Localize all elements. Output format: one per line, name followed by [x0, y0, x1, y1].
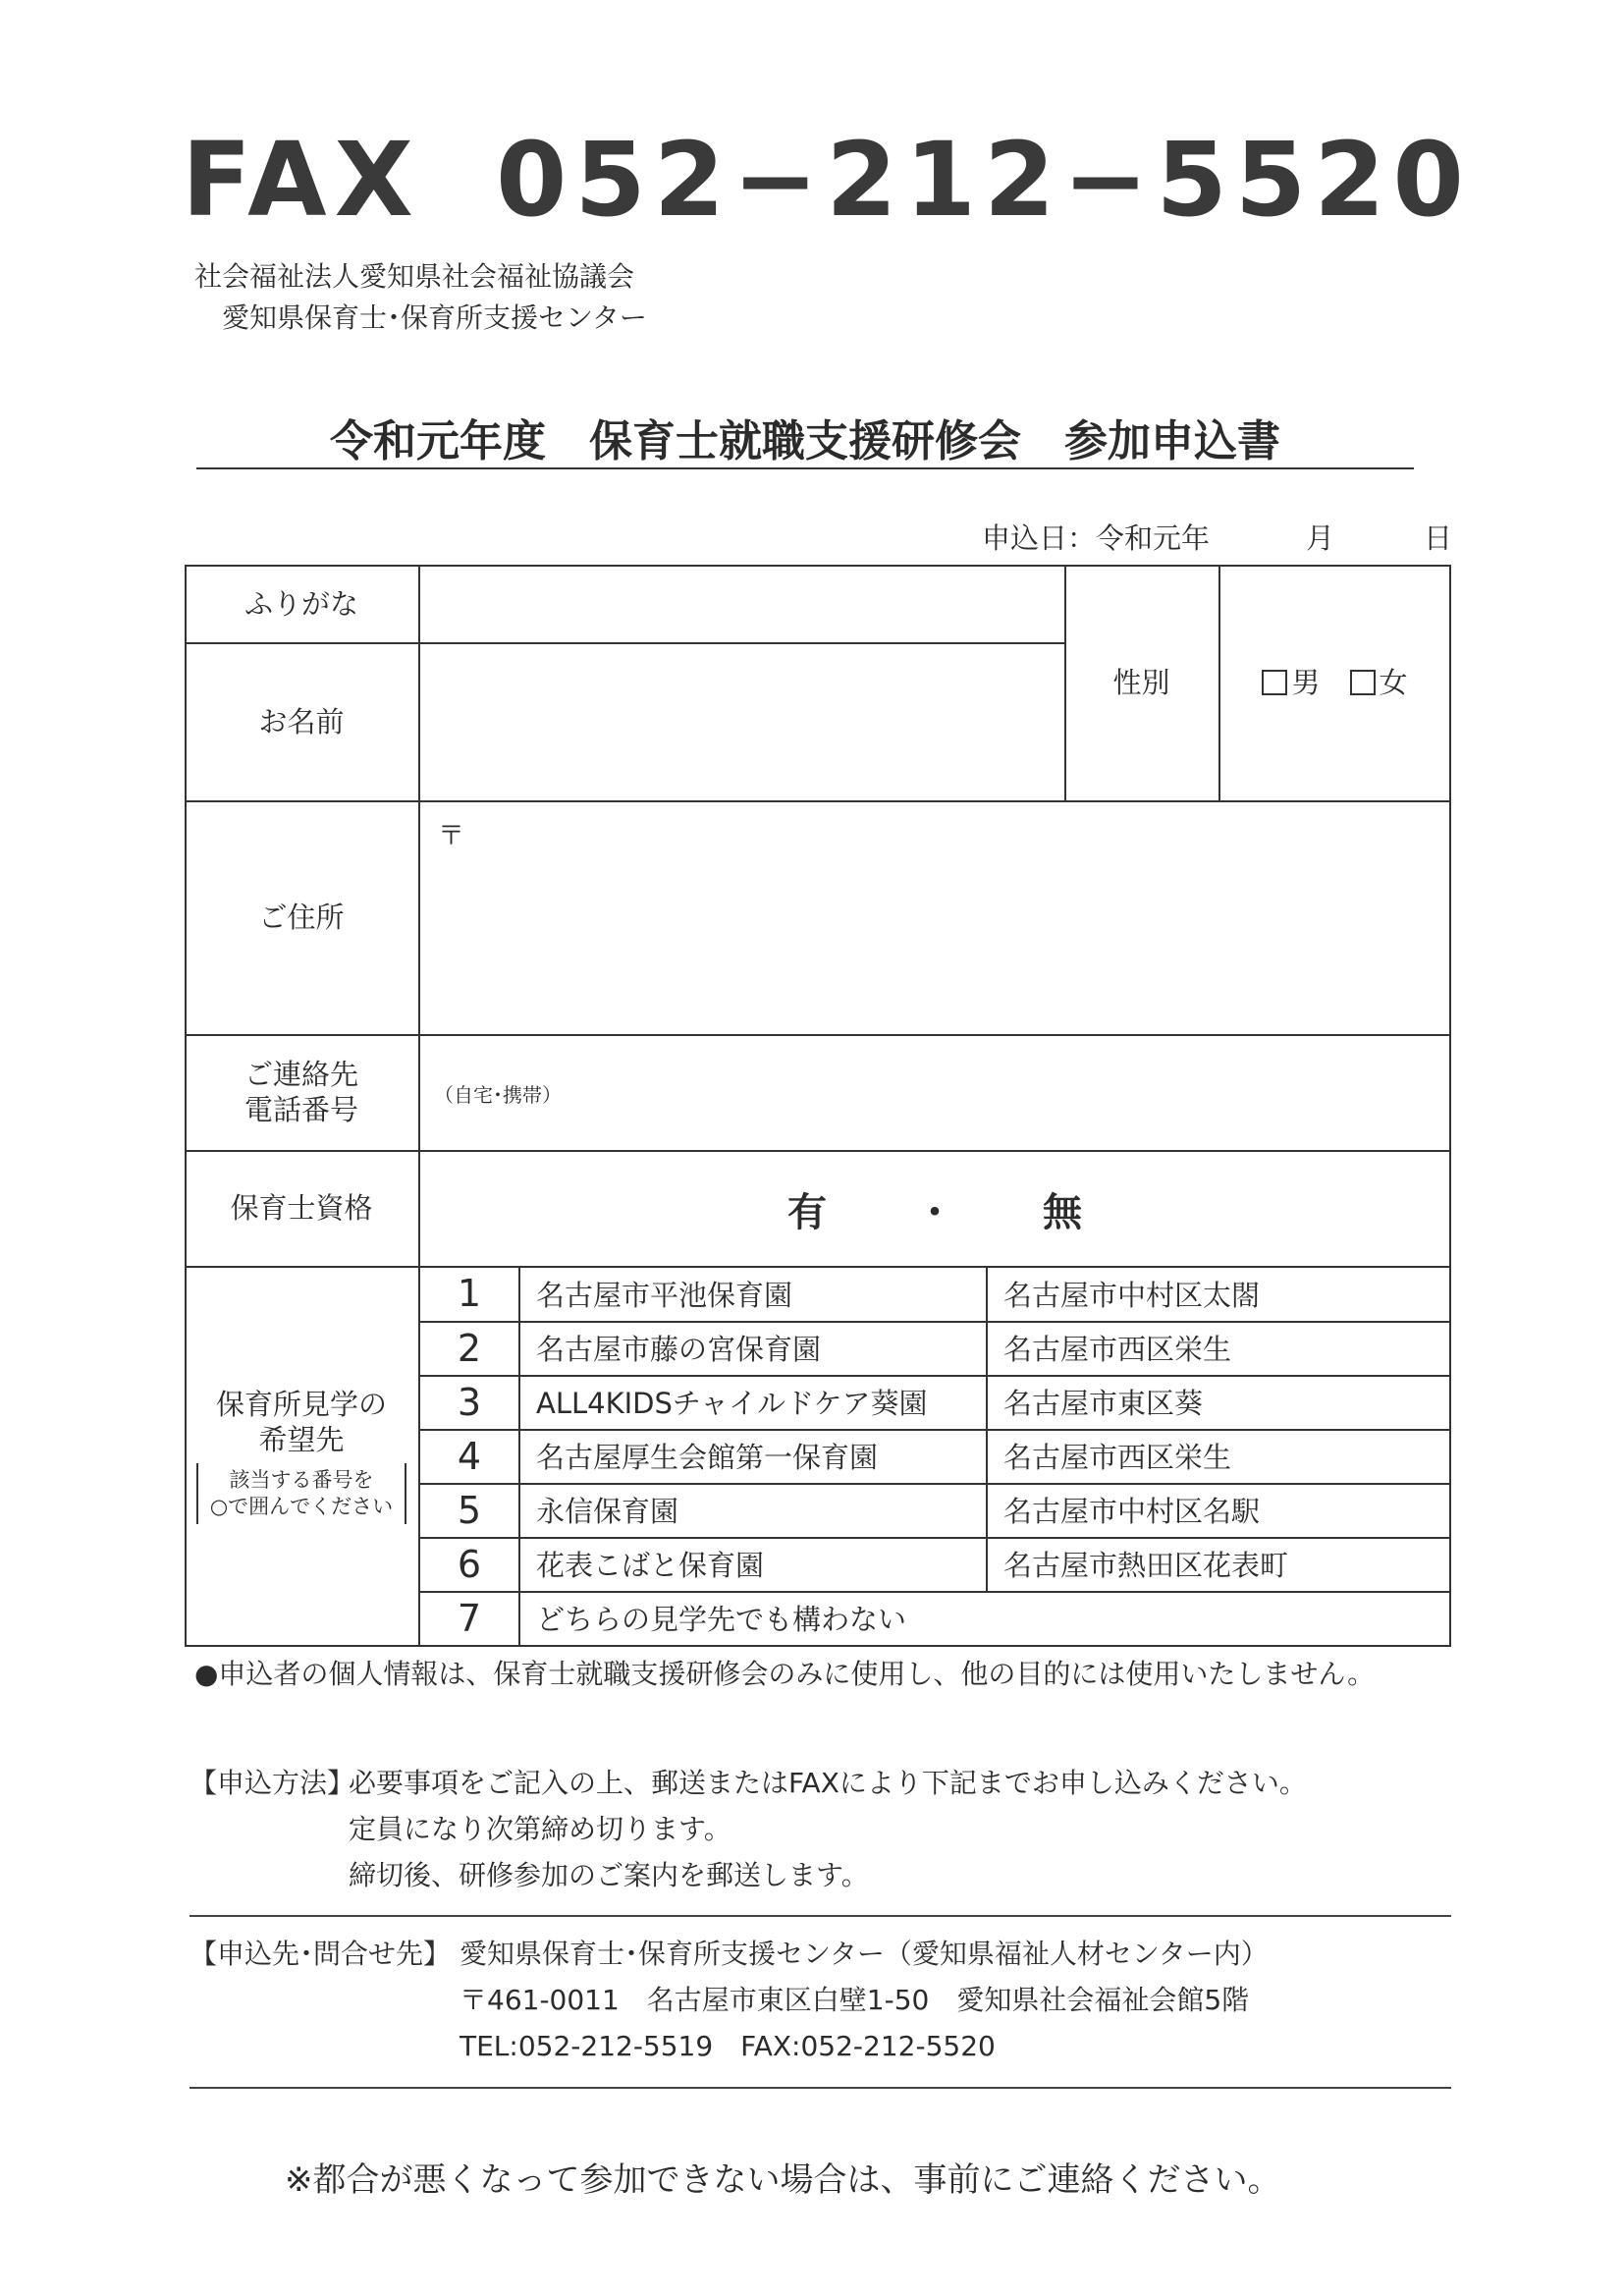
phone-field[interactable]: [420, 1036, 1449, 1150]
gender-female-option[interactable]: 女: [1350, 665, 1408, 700]
visit-option-name: どちらの見学先でも構わない: [536, 1603, 907, 1636]
fax-header: [182, 116, 1472, 244]
name-field[interactable]: [420, 644, 1064, 800]
cancel-note: ※都合が悪くなって参加できない場合は、事前にご連絡ください。: [285, 2160, 1281, 2200]
method-line-1: 必要事項をご記入の上、郵送またはFAXにより下記までお申し込みください。: [349, 1767, 1307, 1799]
visit-option-address: 名古屋市東区葵: [1003, 1387, 1204, 1420]
divider: [189, 2087, 1451, 2089]
visit-option-number[interactable]: 3: [457, 1380, 482, 1424]
visit-label: 保育所見学の 希望先 該当する番号を ○で囲んでください: [185, 1266, 418, 1645]
address-field[interactable]: [420, 802, 1449, 1034]
title-underline: [196, 467, 1414, 469]
phone-hint: （自宅･携帯）: [434, 1082, 562, 1107]
license-options: [420, 1152, 1449, 1266]
contact-line-3: TEL:052-212-5519 FAX:052-212-5520: [460, 2030, 996, 2062]
visit-option-number[interactable]: 1: [457, 1272, 482, 1315]
visit-option-number[interactable]: 4: [457, 1434, 482, 1478]
visit-option-number[interactable]: 5: [457, 1488, 482, 1532]
visit-option-name: 名古屋市平池保育園: [536, 1278, 793, 1312]
visit-option-address: 名古屋市中村区名駅: [1003, 1495, 1261, 1528]
postal-mark: 〒: [438, 821, 464, 851]
method-label: 【申込方法】: [189, 1767, 355, 1799]
visit-option-name: 名古屋市藤の宮保育園: [536, 1333, 822, 1366]
method-line-3: 締切後、研修参加のご案内を郵送します。: [349, 1859, 869, 1891]
checkbox-icon[interactable]: [1262, 670, 1287, 695]
visit-option-address: 名古屋市西区栄生: [1003, 1441, 1232, 1474]
visit-option-name: 花表こばと保育園: [536, 1549, 765, 1582]
apply-date-month: 月: [1306, 521, 1335, 555]
gender-label: 性別: [1112, 666, 1170, 699]
apply-date-day: 日: [1424, 521, 1453, 555]
checkbox-icon[interactable]: [1350, 670, 1376, 695]
visit-option-name: 永信保育園: [536, 1495, 679, 1528]
visit-option-number[interactable]: 2: [457, 1326, 482, 1370]
gender-options: [1218, 565, 1451, 800]
license-no[interactable]: 無: [1043, 1189, 1082, 1235]
visit-option-address: 名古屋市中村区太閤: [1003, 1278, 1261, 1312]
furigana-field[interactable]: [420, 565, 1064, 642]
application-form-table: [185, 565, 1451, 1645]
visit-option-address: 名古屋市西区栄生: [1003, 1333, 1232, 1366]
license-yes[interactable]: 有: [787, 1189, 827, 1235]
form-title: 令和元年度 保育士就職支援研修会 参加申込書: [330, 416, 1280, 466]
license-separator: ・: [915, 1189, 954, 1235]
visit-option-number[interactable]: 6: [457, 1542, 482, 1586]
visit-option-name: 名古屋厚生会館第一保育園: [536, 1441, 879, 1474]
visit-option-address: 名古屋市熱田区花表町: [1003, 1549, 1289, 1582]
furigana-label: ふりがな: [244, 586, 358, 621]
name-label: お名前: [258, 704, 345, 738]
visit-option-name: ALL4KIDSチャイルドケア葵園: [536, 1387, 928, 1420]
org-center: 愛知県保育士･保育所支援センター: [222, 301, 647, 334]
method-line-2: 定員になり次第締め切ります。: [349, 1813, 731, 1845]
contact-label: 【申込先･問合せ先】: [189, 1938, 452, 1970]
apply-date-label: 申込日：令和元年: [982, 521, 1211, 555]
fax-number: 052−212−5520: [496, 120, 1472, 240]
fax-label: FAX: [182, 120, 421, 240]
privacy-note: ●申込者の個人情報は、保育士就職支援研修会のみに使用し、他の目的には使用いたしません。: [194, 1658, 1376, 1690]
visit-note: 該当する番号を ○で囲んでください: [196, 1463, 406, 1524]
license-label: 保育士資格: [230, 1191, 373, 1225]
contact-label: ご連絡先 電話番号: [244, 1058, 358, 1126]
contact-line-1: 愛知県保育士･保育所支援センター（愛知県福祉人材センター内）: [460, 1938, 1269, 1970]
visit-option-number[interactable]: 7: [457, 1596, 482, 1640]
org-name: 社会福祉法人愛知県社会福祉協議会: [194, 260, 635, 293]
divider: [189, 1915, 1451, 1917]
gender-male-option[interactable]: 男: [1262, 665, 1320, 700]
address-label: ご住所: [258, 901, 345, 934]
contact-line-2: 〒461-0011 名古屋市東区白壁1-50 愛知県社会福祉会館5階: [460, 1984, 1250, 2016]
